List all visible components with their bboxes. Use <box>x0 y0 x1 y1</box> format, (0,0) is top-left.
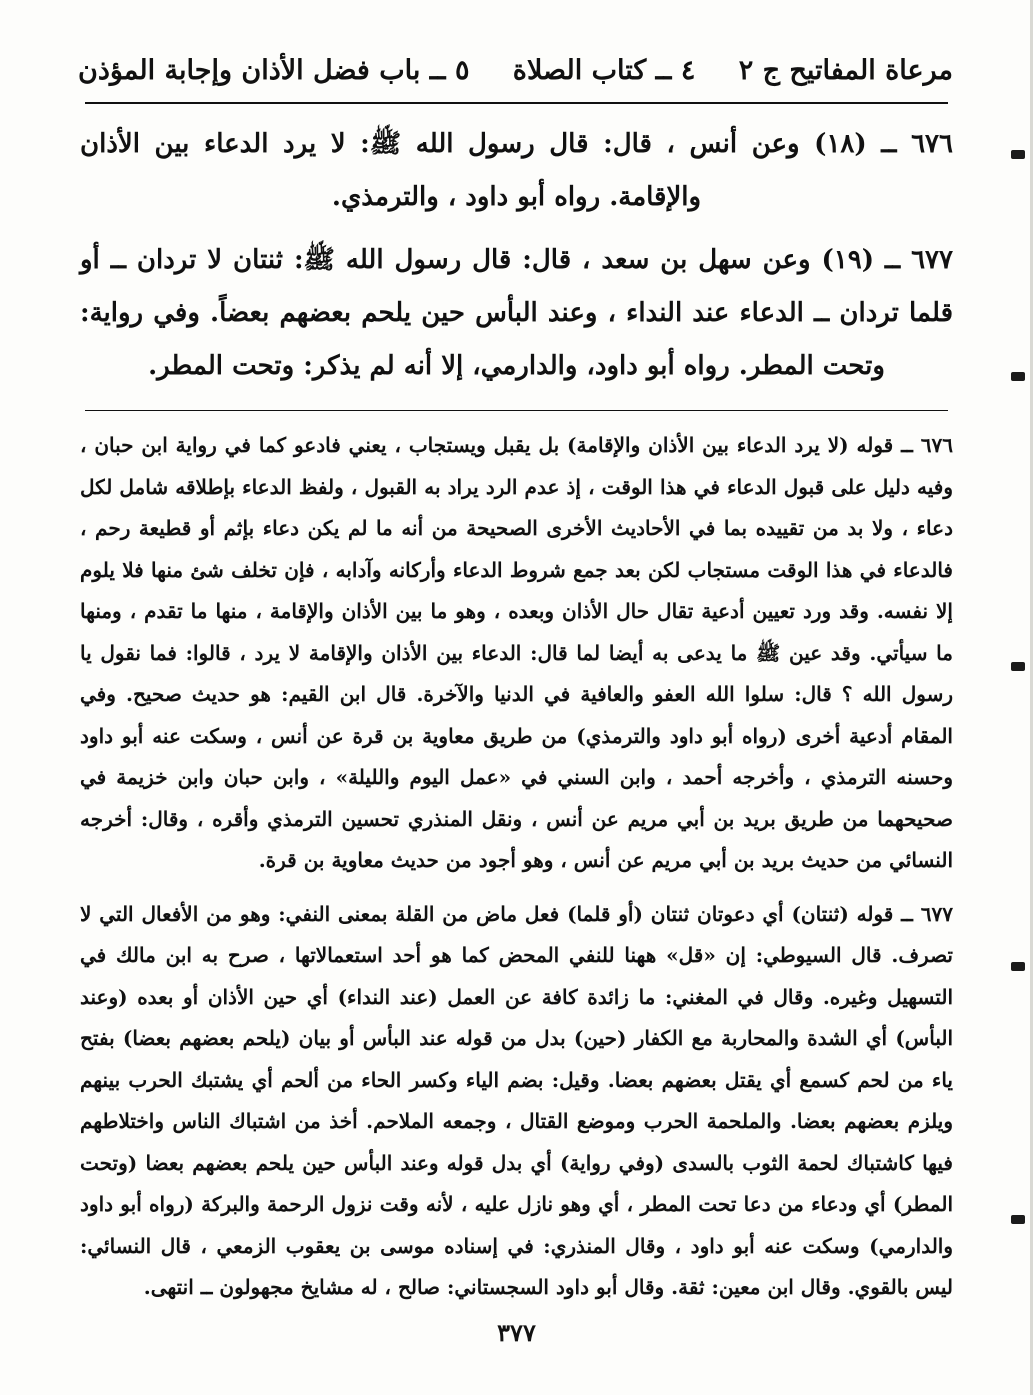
hadith-677: ٦٧٧ ــ (١٩) وعن سهل بن سعد ، قال: قال رسول الله ﷺ: ثنتان لا تردان ــ أو قلما تردان ــ الدعاء عند النداء ، وعند البأس حين يلحم بعضهم بعضاً. وفي رواية: وتحت المطر. رواه أبو داود، والدارمي، إلا أنه لم يذكر: وتحت المطر. <box>80 245 953 381</box>
header-kitab-title: ٤ ــ كتاب الصلاة <box>512 54 696 86</box>
commentary-677: ٦٧٧ ــ قوله (ثنتان) أي دعوتان ثنتان (أو قلما) فعل ماض من القلة بمعنى النفي: وهو من الأفعال التي لا تصرف. قال السيوطي: إن «قل» ههنا للنفي المحض كما هو أحد استعمالاتها ، صرح به ابن مالك في التسهيل وغيره. وقال في المغني: ما زائدة كافة عن العمل (عند النداء) أي حين الأذان أو بعده (وعند البأس) أي الشدة والمحاربة مع الكفار (حين) بدل من قوله عند البأس أو بيان (يلحم بعضهم بعضا) بفتح ياء من لحم كسمع أي يقتل بعضهم بعضا. وقيل: بضم الياء وكسر الحاء من ألحم أي يشتبك الحرب بينهم ويلزم بعضهم بعضا. والملحمة الحرب وموضع القتال ، وجمعه الملاحم. أخذ من اشتباك الناس واختلاطهم فيها كاشتباك لحمة الثوب بالسدى (وفي رواية) أي بدل قوله وعند البأس حين يلحم بعضهم بعضا (وتحت المطر) أي ودعاء من دعا تحت المطر ، أي وهو نازل عليه ، لأنه وقت نزول الرحمة والبركة (رواه أبو داود والدارمي) وسكت عنه أبو داود ، وقال المنذري: في إسناده موسى بن يعقوب الزمعي ، قال النسائي: ليس بالقوي. وقال ابن معين: ثقة. وقال أبو داود السجستاني: صالح ، له مشايخ مجهولون ــ انتهى. <box>80 901 954 1299</box>
commentary-676: ٦٧٦ ــ قوله (لا يرد الدعاء بين الأذان والإقامة) بل يقبل ويستجاب ، يعني فادعو كما في رواية ابن حبان ، وفيه دليل على قبول الدعاء في هذا الوقت ، إذ عدم الرد يراد به القبول ، ولفظ الدعاء بإطلاقه شامل لكل دعاء ، ولا بد من تقييده بما في الأحاديث الأخرى الصحيحة من أنه ما لم يكن دعاء بإثم أو قطيعة رحم ، فالدعاء في هذا الوقت مستجاب لكن بعد جمع شروط الدعاء وأركانه وآدابه ، فإن تخلف شئ منها فلا يلوم إلا نفسه. وقد ورد تعيين أدعية تقال حال الأذان وبعده ، وهو ما بين الأذان والإقامة ، منها ما تقدم ، ومنها ما سيأتي. وقد عين ﷺ ما يدعى به أيضا لما قال: الدعاء بين الأذان والإقامة لا يرد ، قالوا: فما نقول يا رسول الله ؟ قال: سلوا الله العفو والعافية في الدنيا والآخرة. قال ابن القيم: هو حديث صحيح. وفي المقام أدعية أخرى (رواه أبو داود والترمذي) من طريق معاوية بن قرة عن أنس ، وسكت عنه أبو داود وحسنه الترمذي ، وأخرجه أحمد ، وابن السني في «عمل اليوم والليلة» ، وابن حبان وابن خزيمة في صحيحهما من طريق بريد بن أبي مريم عن أنس ، ونقل المنذري تحسين الترمذي وأقره ، وقال: أخرجه النسائي من حديث بريد بن أبي مريم عن أنس ، وهو أجود من حديث معاوية بن قرة. <box>80 433 953 872</box>
header-book-title: مرعاة المفاتيح ج ٢ <box>738 54 953 86</box>
hadith-section <box>80 118 953 403</box>
commentary-section <box>80 425 953 1321</box>
margin-mark <box>1011 962 1025 971</box>
header-chapter-title: ٥ ــ باب فضل الأذان وإجابة المؤذن <box>78 54 470 86</box>
margin-mark <box>1011 150 1025 159</box>
header-rule <box>85 102 948 104</box>
page-number: ٣٧٧ <box>497 1318 536 1347</box>
hadith-676: ٦٧٦ ــ (١٨) وعن أنس ، قال: قال رسول الله ﷺ: لا يرد الدعاء بين الأذان والإقامة. رواه أبو داود ، والترمذي. <box>80 129 953 212</box>
margin-mark <box>1011 372 1025 381</box>
footnote-rule <box>85 410 948 411</box>
margin-mark <box>1011 1215 1025 1224</box>
margin-mark <box>1011 662 1025 671</box>
running-header <box>78 44 953 96</box>
